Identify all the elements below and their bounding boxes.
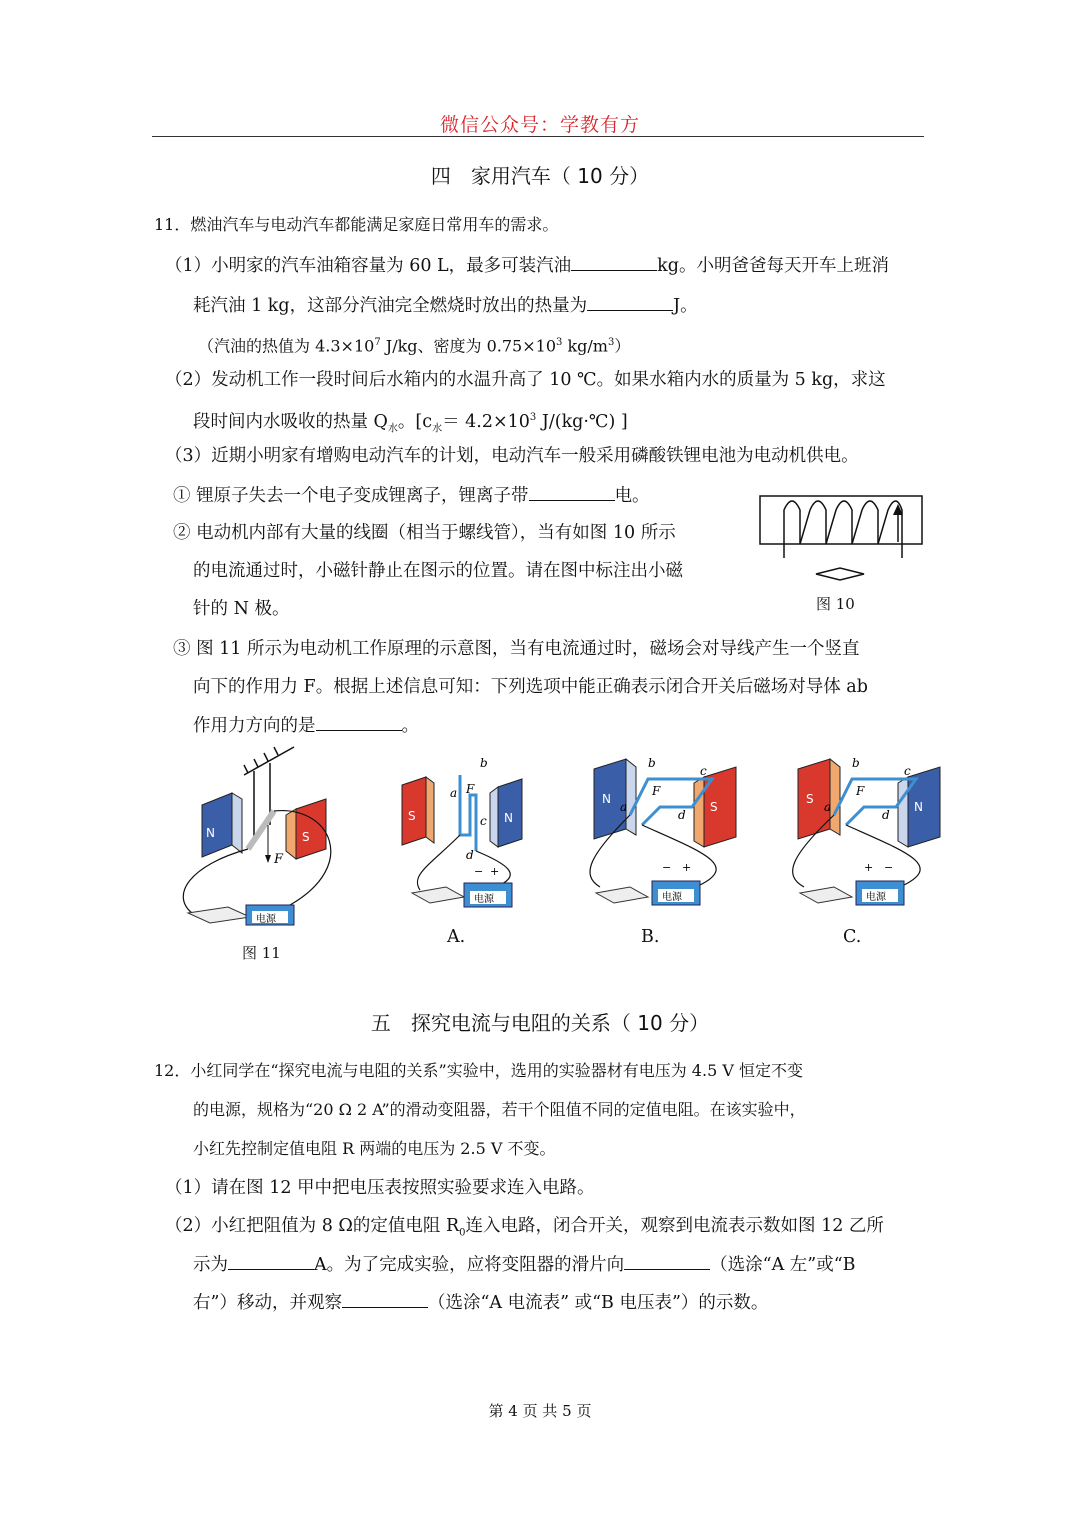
svg-text:c: c (480, 814, 487, 828)
q11-sub2-line3: 针的 N 极。 (193, 599, 290, 619)
svg-text:a: a (450, 786, 458, 800)
option-c-label[interactable]: C. (843, 927, 862, 947)
q12-p2-line2: 示为 A。为了完成实验，应将变阻器的滑片向 （选涂“A 左”或“B (193, 1255, 856, 1275)
q11-p2-line1: （2）发动机工作一段时间后水箱内的水温升高了 10 ℃。如果水箱内水的质量为 5 kg，求这 (165, 370, 886, 390)
q11-p1-line2: 耗汽油 1 kg，这部分汽油完全燃烧时放出的热量为 J。 (193, 296, 698, 316)
answer-blank[interactable] (624, 1253, 710, 1270)
svg-text:+: + (864, 861, 874, 874)
q11-p1-line1: （1）小明家的汽车油箱容量为 60 L，最多可装汽油 kg。小明爸爸每天开车上班消 (165, 256, 889, 276)
svg-text:S: S (408, 809, 416, 823)
svg-text:c: c (904, 764, 911, 778)
header-rule (152, 136, 924, 137)
q11-sub2-line1: ② 电动机内部有大量的线圈（相当于螺线管），当有如图 10 所示 (173, 523, 676, 543)
figure-11-motor-principle (170, 745, 365, 935)
svg-text:+: + (682, 861, 692, 874)
svg-text:N: N (504, 811, 513, 825)
svg-text:b: b (648, 756, 656, 770)
svg-text:F: F (466, 782, 475, 796)
q11-sub2-line2: 的电流通过时，小磁针静止在图示的位置。请在图中标注出小磁 (193, 561, 683, 581)
force-label: F (274, 852, 284, 867)
answer-blank[interactable] (316, 714, 402, 731)
svg-text:电源: 电源 (474, 894, 494, 905)
figure-10-solenoid (752, 488, 932, 588)
svg-text:电源: 电源 (662, 892, 682, 903)
q11-p3: （3）近期小明家有增购电动汽车的计划，电动汽车一般采用磷酸铁锂电池为电动机供电。 (165, 446, 859, 466)
svg-text:a: a (620, 800, 628, 814)
q12-p1: （1）请在图 12 甲中把电压表按照实验要求连入电路。 (165, 1178, 595, 1198)
magnet-s-label: S (302, 830, 310, 844)
svg-text:b: b (852, 756, 860, 770)
svg-text:b: b (480, 756, 488, 770)
q12-p2-line3: 右”）移动，并观察 （选涂“A 电流表” 或“B 电压表”）的示数。 (193, 1293, 769, 1313)
svg-text:N: N (914, 800, 923, 814)
svg-text:c: c (700, 764, 707, 778)
q11-sub3-line3: 作用力方向的是 。 (193, 716, 419, 736)
q11-sub3-line2: 向下的作用力 F。根据上述信息可知：下列选项中能正确表示闭合开关后磁场对导体 ab (193, 677, 868, 697)
q12-stem-line2: 的电源，规格为“20 Ω 2 A”的滑动变阻器，若干个阻值不同的定值电阻。在该实验中， (193, 1100, 806, 1119)
q12-p2-line1: （2）小红把阻值为 8 Ω的定值电阻 $R_0$连入电路，闭合开关，观察到电流表示数如图 12 乙所 (165, 1216, 884, 1239)
page-footer: 第 4 页 共 5 页 (488, 1402, 592, 1420)
figure-11-caption: 图 11 (242, 944, 281, 962)
power-label: 电源 (256, 914, 276, 925)
compass-needle[interactable] (816, 568, 864, 580)
figure-10-caption: 图 10 (816, 595, 855, 613)
q11-sub1: ① 锂原子失去一个电子变成锂离子，锂离子带 电。 (173, 486, 650, 506)
svg-text:N: N (602, 792, 611, 806)
q11-stem: 11．燃油汽车与电动汽车都能满足家庭日常用车的需求。 (154, 215, 559, 234)
magnet-n-label: N (206, 826, 215, 840)
page-header: 微信公众号：学教有方 (439, 114, 640, 136)
svg-text:+: + (490, 865, 500, 878)
q12-stem-line1: 12．小红同学在“探究电流与电阻的关系”实验中，选用的实验器材有电压为 4.5 V 恒定不变 (154, 1061, 803, 1080)
answer-blank[interactable] (587, 294, 673, 311)
svg-text:−: − (474, 865, 484, 878)
svg-text:F: F (856, 784, 865, 798)
svg-text:d: d (466, 848, 474, 862)
option-b-label[interactable]: B. (641, 927, 660, 947)
svg-text:d: d (678, 808, 686, 822)
q12-stem-line3: 小红先控制定值电阻 R 两端的电压为 2.5 V 不变。 (193, 1139, 556, 1158)
section-4-title: 四 家用汽车（ 10 分） (430, 164, 650, 188)
svg-text:F: F (652, 784, 661, 798)
svg-text:−: − (884, 861, 894, 874)
option-a-label[interactable]: A. (447, 927, 466, 947)
answer-blank[interactable] (228, 1253, 314, 1270)
answer-blank[interactable] (342, 1291, 428, 1308)
option-a-diagram (390, 755, 540, 915)
svg-text:电源: 电源 (866, 892, 886, 903)
svg-text:S: S (806, 792, 814, 806)
q11-sub3-line1: ③ 图 11 所示为电动机工作原理的示意图，当有电流通过时，磁场会对导线产生一个竖直 (173, 639, 860, 659)
svg-text:d: d (882, 808, 890, 822)
svg-text:a: a (824, 800, 832, 814)
answer-blank[interactable] (571, 254, 657, 271)
svg-text:S: S (710, 800, 718, 814)
svg-text:−: − (662, 861, 672, 874)
answer-blank[interactable] (529, 484, 615, 501)
section-5-title: 五 探究电流与电阻的关系（ 10 分） (370, 1011, 710, 1035)
option-c-diagram (782, 755, 952, 915)
q11-p1-note: （汽油的热值为 $4.3\times 10^7$ J/kg、密度为 $0.75\times 10^3$ $kg/m^3$） (198, 336, 631, 356)
q11-p2-line2: 段时间内水吸收的热量 $Q_水$。[$c_水= 4.2\times 10^3$ J/(kg·℃) ] (193, 411, 628, 435)
option-b-diagram (580, 755, 750, 915)
